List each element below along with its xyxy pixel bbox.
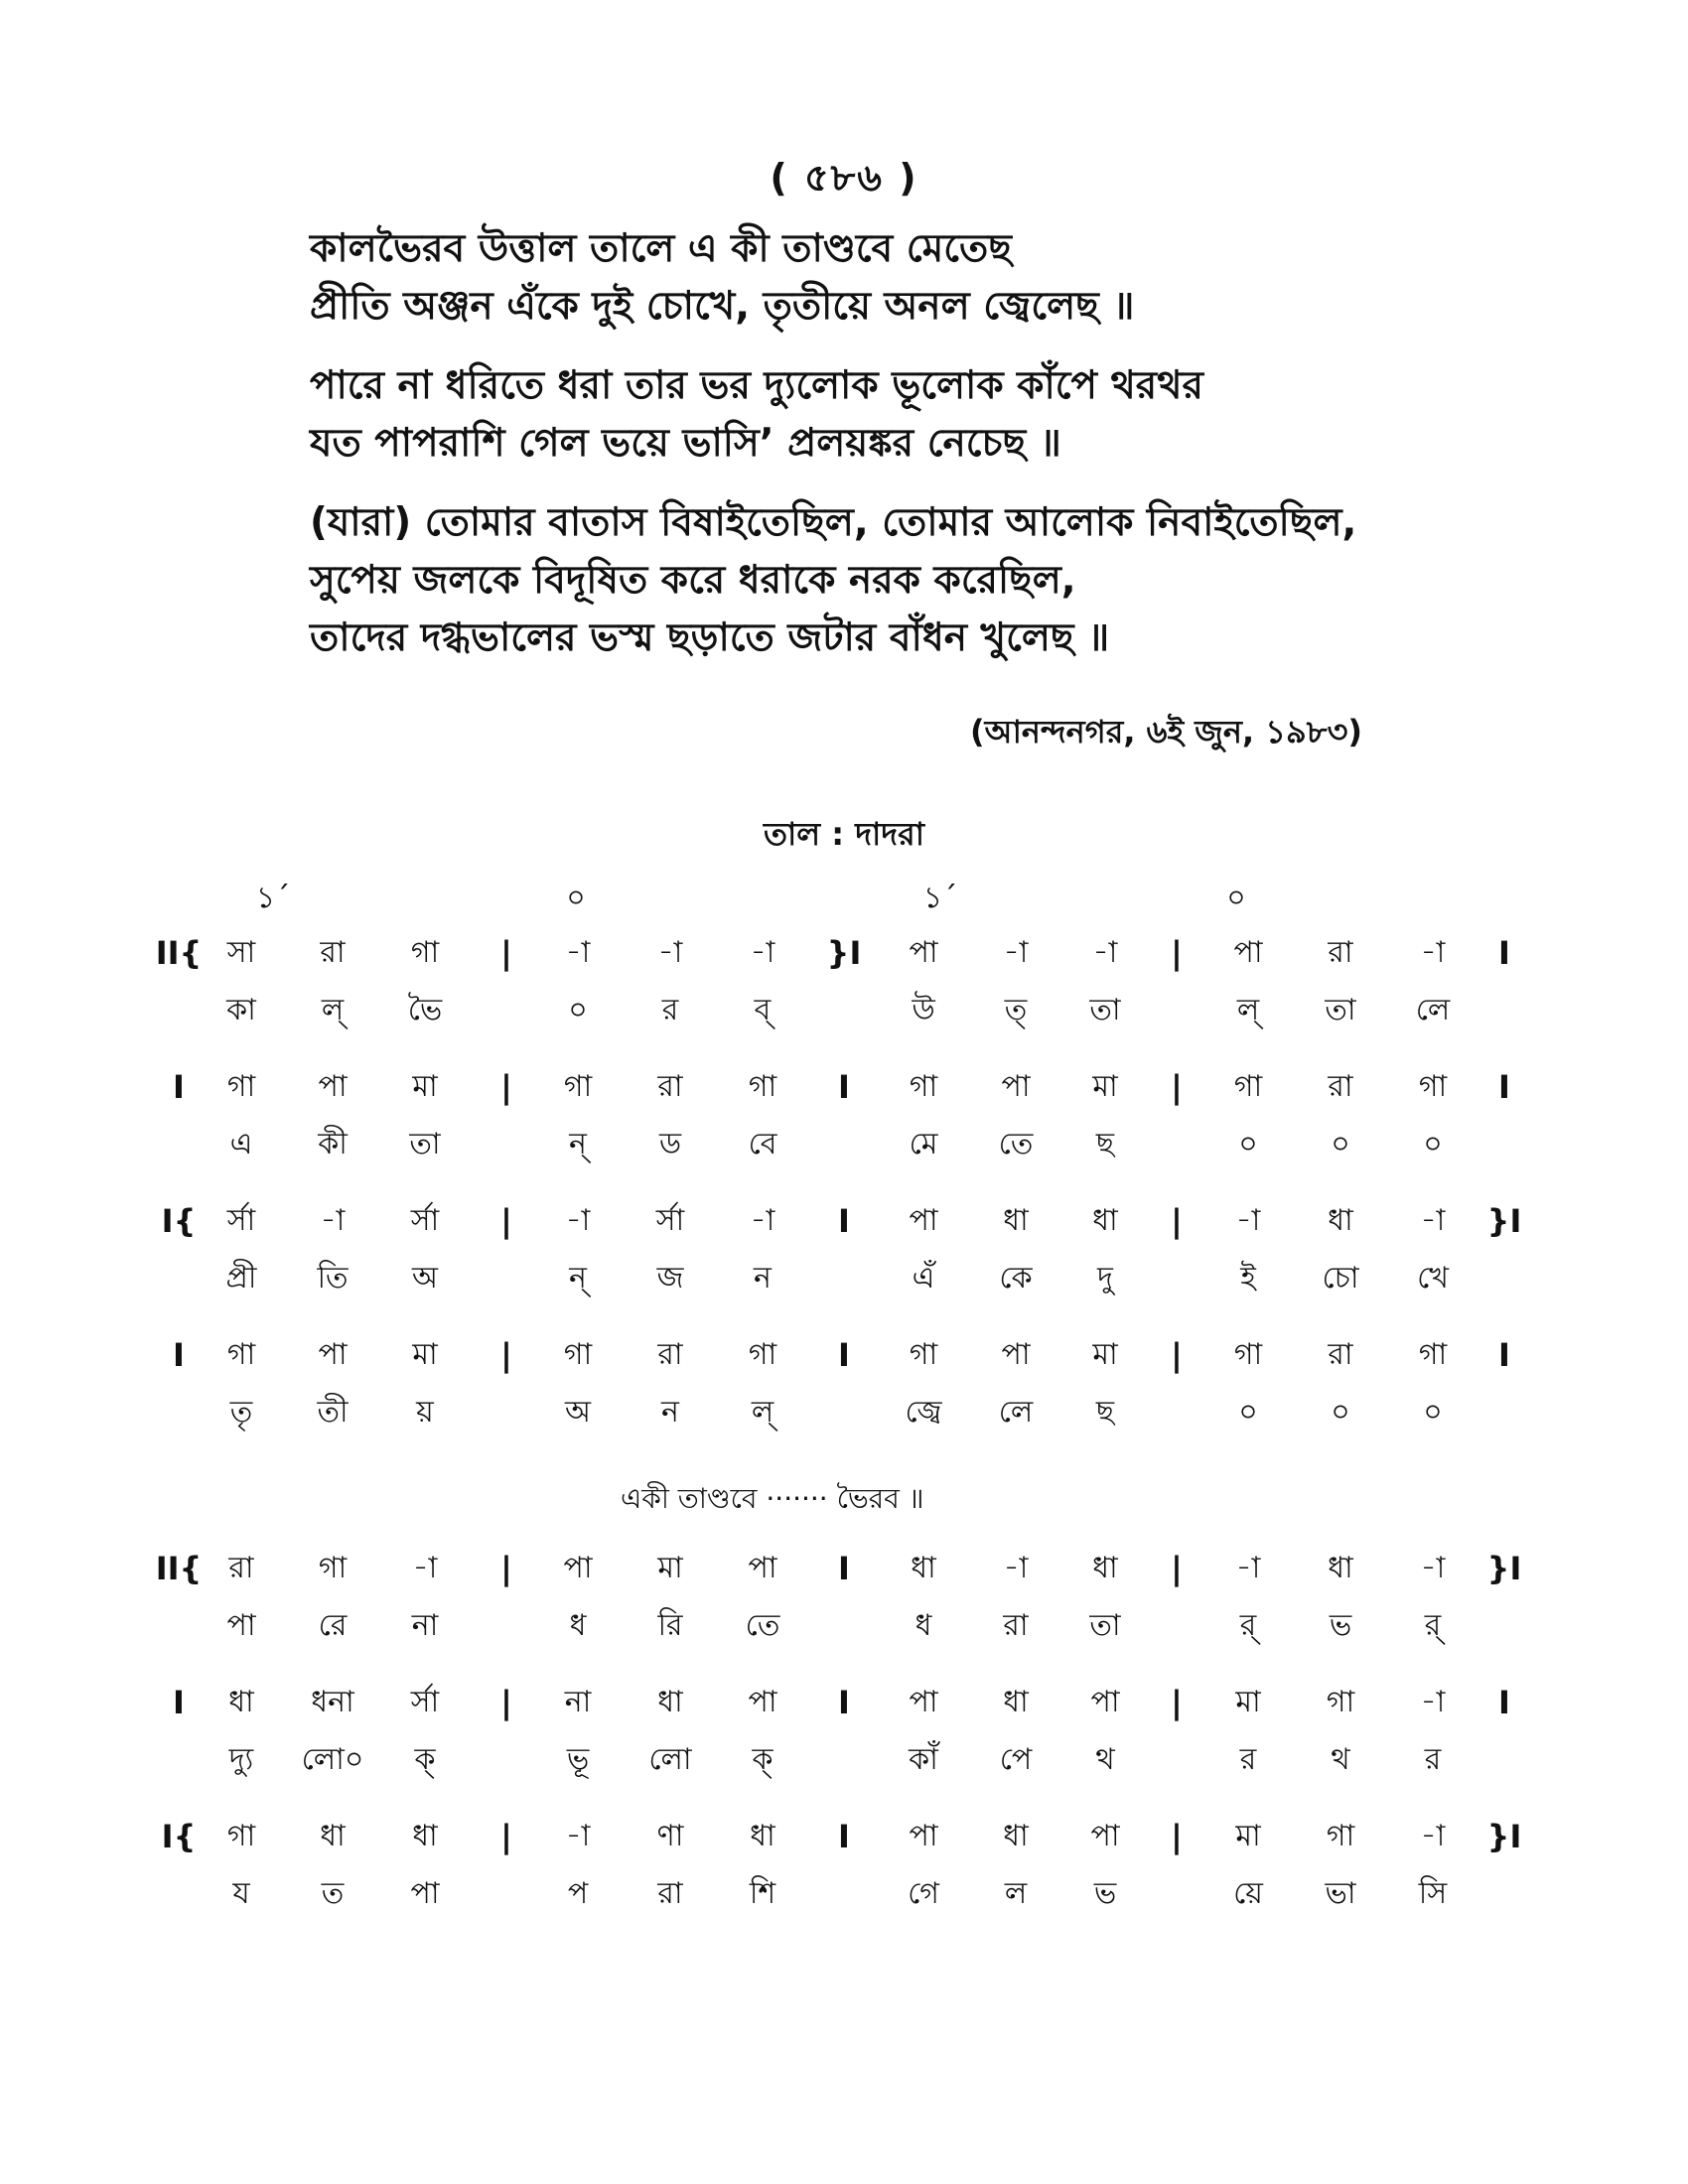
bar-line: I	[1498, 1684, 1510, 1721]
bar-line: I	[1498, 1068, 1510, 1106]
swara-note: গা	[1418, 1337, 1448, 1372]
lyric-syllable: ভৈ	[407, 993, 443, 1027]
swara-note: পা	[1090, 1819, 1120, 1853]
swara-note: ধা	[1003, 1203, 1029, 1238]
lyric-syllable: ল্	[321, 993, 345, 1027]
bar-line: I	[838, 1684, 850, 1721]
lyric-syllable: এ	[229, 1127, 253, 1161]
lyric-line: তাদের দগ্ধভালের ভস্ম ছড়াতে জটার বাঁধন খুলেছ ॥	[310, 615, 1110, 660]
swara-row	[0, 1330, 1688, 1380]
swara-row	[0, 928, 1688, 978]
swara-note: না	[564, 1685, 592, 1719]
lyric-syllable: পা	[410, 1876, 440, 1911]
lyric-line: (যারা) তোমার বাতাস বিষাইতেছিল, তোমার আলোক নিবাইতেছিল,	[310, 500, 1357, 545]
lyric-line: যত পাপরাশি গেল ভয়ে ভাসি’ প্রলয়ঙ্কর নেচেছ ॥	[310, 421, 1061, 466]
lyric-syllable: ত্	[1004, 993, 1028, 1027]
bar-line: }I	[826, 934, 862, 972]
swara-note: গা	[909, 1069, 938, 1104]
lyric-syllable: তি	[317, 1261, 349, 1296]
lyric-syllable: ভ	[1093, 1876, 1117, 1911]
swara-note: ধা	[320, 1819, 346, 1853]
swara-note: র্সা	[410, 1203, 440, 1238]
swara-note: গা	[748, 1069, 777, 1104]
lyric-syllable: র	[1424, 1742, 1442, 1777]
lyric-syllable: তা	[1325, 993, 1356, 1027]
lyric-syllable: চো	[1322, 1261, 1359, 1296]
bar-line: |	[500, 1818, 512, 1855]
refrain-note: একী তাণ্ডবে ······· ভৈরব ॥	[621, 1482, 924, 1515]
lyric-syllable: রে	[318, 1608, 348, 1643]
lyric-syllable: লো	[648, 1742, 692, 1777]
swara-row	[0, 1678, 1688, 1727]
swara-row	[0, 1544, 1688, 1593]
lyric-syllable-row	[0, 1388, 1688, 1437]
bar-line: |	[1171, 1202, 1183, 1240]
lyric-syllable: তা	[1089, 993, 1121, 1027]
lyric-syllable: থ	[1331, 1742, 1350, 1777]
swara-note: -া	[320, 1203, 346, 1238]
swara-note: পা	[1090, 1685, 1120, 1719]
swara-note: গা	[226, 1069, 256, 1104]
lyric-syllable: ক্	[414, 1742, 436, 1777]
lyric-syllable: গে	[908, 1876, 939, 1911]
swara-note: -া	[1420, 935, 1446, 970]
bar-line: I	[173, 1068, 185, 1106]
bar-line: I	[838, 1818, 850, 1855]
bar-line: |	[500, 1202, 512, 1240]
lyric-syllable: র্	[1424, 1608, 1442, 1643]
lyric-syllable: ০	[1238, 1395, 1258, 1430]
lyric-line: পারে না ধরিতে ধরা তার ভর দ্যুলোক ভূলোক কাঁপে থরথর	[310, 363, 1203, 408]
lyric-syllable: অ	[412, 1261, 438, 1296]
swara-note: গা	[226, 1337, 256, 1372]
lyric-syllable: কাঁ	[909, 1742, 938, 1777]
lyric-syllable: ০	[1423, 1395, 1443, 1430]
lyric-syllable: য	[232, 1876, 250, 1911]
lyric-syllable: লো০	[301, 1742, 364, 1777]
lyric-syllable: লে	[998, 1395, 1034, 1430]
swara-note: -া	[1420, 1551, 1446, 1585]
swara-note: -া	[565, 1819, 591, 1853]
lyric-syllable-row	[0, 1254, 1688, 1303]
lyric-syllable: তৃ	[229, 1395, 253, 1430]
lyric-syllable: পে	[999, 1742, 1033, 1777]
lyric-syllable: ল্	[751, 1395, 774, 1430]
tala-heading: তাল : দাদরা	[764, 815, 924, 853]
lyric-syllable: ন্	[569, 1261, 587, 1296]
swara-note: র্সা	[410, 1685, 440, 1719]
bar-line: |	[1171, 1068, 1183, 1106]
lyric-syllable: তা	[1089, 1608, 1121, 1643]
bar-line: I	[173, 1684, 185, 1721]
swara-note: মা	[412, 1069, 438, 1104]
swara-row	[0, 1196, 1688, 1246]
swara-note: গা	[1326, 1819, 1355, 1853]
beat-mark: ১´	[255, 881, 291, 915]
beat-mark: ০	[566, 881, 586, 915]
lyric-syllable: ল্	[1236, 993, 1260, 1027]
lyric-syllable: রি	[657, 1608, 683, 1643]
lyric-syllable: কা	[226, 993, 256, 1027]
lyric-syllable: ভূ	[566, 1742, 590, 1777]
beat-mark: ০	[1226, 881, 1246, 915]
swara-note: ধনা	[311, 1685, 354, 1719]
swara-note: -া	[565, 1203, 591, 1238]
lyric-syllable-row	[0, 1601, 1688, 1651]
swara-note: -া	[1003, 1551, 1029, 1585]
swara-note: মা	[1235, 1819, 1261, 1853]
lyric-syllable: জ	[656, 1261, 684, 1296]
lyric-syllable: শি	[749, 1876, 776, 1911]
lyric-syllable: ০	[1423, 1127, 1443, 1161]
lyric-syllable: ন	[754, 1261, 772, 1296]
lyric-syllable: তী	[317, 1395, 349, 1430]
lyric-syllable: ন	[661, 1395, 679, 1430]
lyric-syllable: র্	[1239, 1608, 1257, 1643]
bar-line: I	[838, 1202, 850, 1240]
bar-line: |	[1171, 1818, 1183, 1855]
swara-note: রা	[1328, 935, 1353, 970]
swara-note: পা	[1233, 935, 1263, 970]
lyric-syllable: ছ	[1095, 1395, 1115, 1430]
swara-note: গা	[748, 1337, 777, 1372]
swara-note: রা	[1328, 1069, 1353, 1104]
lyric-syllable-row	[0, 1869, 1688, 1919]
swara-note: ধা	[1328, 1551, 1353, 1585]
lyric-syllable: ধ	[914, 1608, 932, 1643]
lyric-syllable: ০	[1331, 1395, 1350, 1430]
lyric-syllable: থ	[1095, 1742, 1115, 1777]
bar-line: |	[1171, 934, 1183, 972]
bar-line: I{	[161, 1818, 197, 1855]
swara-note: -া	[1092, 935, 1118, 970]
bar-line: II{	[155, 934, 203, 972]
swara-note: -া	[1003, 935, 1029, 970]
lyric-syllable-row	[0, 1120, 1688, 1169]
swara-note: পা	[318, 1069, 348, 1104]
dateline: (আনন্দনগর, ৬ই জুন, ১৯৮৩)	[969, 713, 1362, 751]
lyric-syllable: কে	[999, 1261, 1033, 1296]
swara-note: -া	[565, 935, 591, 970]
lyric-syllable: জ্বে	[905, 1395, 942, 1430]
bar-line: I	[1498, 934, 1510, 972]
swara-note: -া	[412, 1551, 438, 1585]
bar-line: |	[500, 1336, 512, 1374]
swara-note: মা	[1235, 1685, 1261, 1719]
swara-note: মা	[412, 1337, 438, 1372]
swara-note: মা	[657, 1551, 683, 1585]
swara-note: ণা	[656, 1819, 684, 1853]
swara-note: ধা	[750, 1819, 775, 1853]
swara-note: মা	[1092, 1337, 1118, 1372]
lyric-syllable: এঁ	[912, 1261, 935, 1296]
swara-note: ধা	[412, 1819, 438, 1853]
swara-note: ধা	[1003, 1685, 1029, 1719]
song-number: ( ৫৮৬ )	[770, 156, 918, 200]
lyric-syllable: দ্যু	[228, 1742, 254, 1777]
swara-note: -া	[657, 935, 683, 970]
swara-note: গা	[1418, 1069, 1448, 1104]
lyric-syllable: ই	[1240, 1261, 1256, 1296]
bar-line: |	[1171, 1684, 1183, 1721]
lyric-syllable: তে	[998, 1127, 1034, 1161]
lyric-syllable-row	[0, 986, 1688, 1035]
lyric-syllable: য়	[416, 1395, 434, 1430]
lyric-line: প্রীতি অঞ্জন এঁকে দুই চোখে, তৃতীয়ে অনল জ্বেলেছ ॥	[310, 284, 1135, 329]
swara-note: গা	[1233, 1337, 1263, 1372]
lyric-syllable: ছ	[1095, 1127, 1115, 1161]
lyric-syllable: ত	[321, 1876, 345, 1911]
bar-line: |	[1171, 1336, 1183, 1374]
lyric-syllable: অ	[565, 1395, 591, 1430]
lyric-syllable: রা	[1003, 1608, 1029, 1643]
bar-line: I	[838, 1336, 850, 1374]
bar-line: |	[500, 1684, 512, 1721]
lyric-syllable: প্রী	[225, 1261, 257, 1296]
swara-note: গা	[1326, 1685, 1355, 1719]
bar-line: }I	[1486, 1550, 1522, 1587]
lyric-syllable: না	[411, 1608, 439, 1643]
swara-note: রা	[657, 1069, 683, 1104]
swara-note: পা	[748, 1551, 777, 1585]
lyric-syllable: মে	[909, 1127, 938, 1161]
swara-row	[0, 1062, 1688, 1112]
lyric-syllable: ধ	[569, 1608, 587, 1643]
swara-note: ধা	[1092, 1551, 1118, 1585]
swara-note: -া	[1235, 1203, 1261, 1238]
swara-note: রা	[320, 935, 346, 970]
swara-note: পা	[318, 1337, 348, 1372]
swara-note: গা	[318, 1551, 348, 1585]
swara-note: গা	[563, 1337, 593, 1372]
lyric-syllable: দু	[1097, 1261, 1113, 1296]
swara-note: রা	[228, 1551, 254, 1585]
lyric-syllable: কী	[318, 1127, 348, 1161]
swara-note: গা	[410, 935, 440, 970]
bar-line: I{	[161, 1202, 197, 1240]
swara-note: -া	[1420, 1203, 1446, 1238]
lyric-syllable: ০	[1238, 1127, 1258, 1161]
swara-note: ধা	[228, 1685, 254, 1719]
lyric-syllable: র	[661, 993, 679, 1027]
beat-mark: ১´	[922, 881, 958, 915]
lyric-syllable: ন্	[569, 1127, 587, 1161]
bar-line: I	[173, 1336, 185, 1374]
bar-line: }I	[1486, 1818, 1522, 1855]
swara-note: গা	[909, 1337, 938, 1372]
lyric-syllable: রা	[657, 1876, 683, 1911]
swara-note: পা	[748, 1685, 777, 1719]
swara-note: পা	[909, 1203, 938, 1238]
lyric-syllable: সি	[1418, 1876, 1448, 1911]
lyric-syllable: ড	[658, 1127, 682, 1161]
swara-note: -া	[1420, 1685, 1446, 1719]
bar-line: |	[500, 934, 512, 972]
swara-row	[0, 1812, 1688, 1861]
lyric-syllable: খে	[1417, 1261, 1449, 1296]
lyric-syllable: ০	[568, 993, 588, 1027]
bar-line: }I	[1486, 1202, 1522, 1240]
lyric-syllable-row	[0, 1735, 1688, 1785]
lyric-syllable: ০	[1331, 1127, 1350, 1161]
swara-note: পা	[563, 1551, 593, 1585]
lyric-syllable: ভ	[1329, 1608, 1352, 1643]
lyric-syllable: পা	[226, 1608, 256, 1643]
swara-note: -া	[750, 935, 775, 970]
swara-note: ধা	[657, 1685, 683, 1719]
lyric-syllable: র	[1239, 1742, 1257, 1777]
bar-line: |	[1171, 1550, 1183, 1587]
bar-line: |	[500, 1068, 512, 1106]
bar-line: I	[838, 1068, 850, 1106]
swara-note: পা	[909, 1819, 938, 1853]
lyric-syllable: লে	[1415, 993, 1451, 1027]
swara-note: গা	[226, 1819, 256, 1853]
swara-note: ধা	[1092, 1203, 1118, 1238]
swara-note: -া	[750, 1203, 775, 1238]
swara-note: গা	[563, 1069, 593, 1104]
bar-line: I	[1498, 1336, 1510, 1374]
swara-note: -া	[1420, 1819, 1446, 1853]
swara-note: পা	[909, 1685, 938, 1719]
lyric-syllable: ল	[1004, 1876, 1028, 1911]
bar-line: II{	[155, 1550, 203, 1587]
lyric-syllable: তে	[745, 1608, 780, 1643]
lyric-syllable: ক্	[752, 1742, 774, 1777]
swara-note: -া	[1235, 1551, 1261, 1585]
lyric-line: সুপেয় জলকে বিদূষিত করে ধরাকে নরক করেছিল,	[310, 558, 1076, 603]
swara-note: ধা	[1003, 1819, 1029, 1853]
lyric-syllable: ব্	[754, 993, 772, 1027]
swara-note: গা	[1233, 1069, 1263, 1104]
bar-line: I	[838, 1550, 850, 1587]
bar-line: |	[500, 1550, 512, 1587]
swara-note: সা	[226, 935, 256, 970]
swara-note: ধা	[1328, 1203, 1353, 1238]
lyric-line: কালভৈরব উত্তাল তালে এ কী তাণ্ডবে মেতেছ	[310, 226, 1012, 271]
swara-note: রা	[1328, 1337, 1353, 1372]
lyric-syllable: য়ে	[1233, 1876, 1263, 1911]
lyric-syllable: ভা	[1325, 1876, 1356, 1911]
swara-note: ধা	[911, 1551, 936, 1585]
swara-note: পা	[1001, 1069, 1031, 1104]
swara-note: রা	[657, 1337, 683, 1372]
swara-note: মা	[1092, 1069, 1118, 1104]
swara-note: র্সা	[226, 1203, 256, 1238]
lyric-syllable: বে	[748, 1127, 777, 1161]
lyric-syllable: তা	[409, 1127, 441, 1161]
swara-note: পা	[909, 935, 938, 970]
lyric-syllable: প	[567, 1876, 589, 1911]
swara-note: র্সা	[655, 1203, 685, 1238]
swara-note: পা	[1001, 1337, 1031, 1372]
lyric-syllable: উ	[912, 993, 935, 1027]
